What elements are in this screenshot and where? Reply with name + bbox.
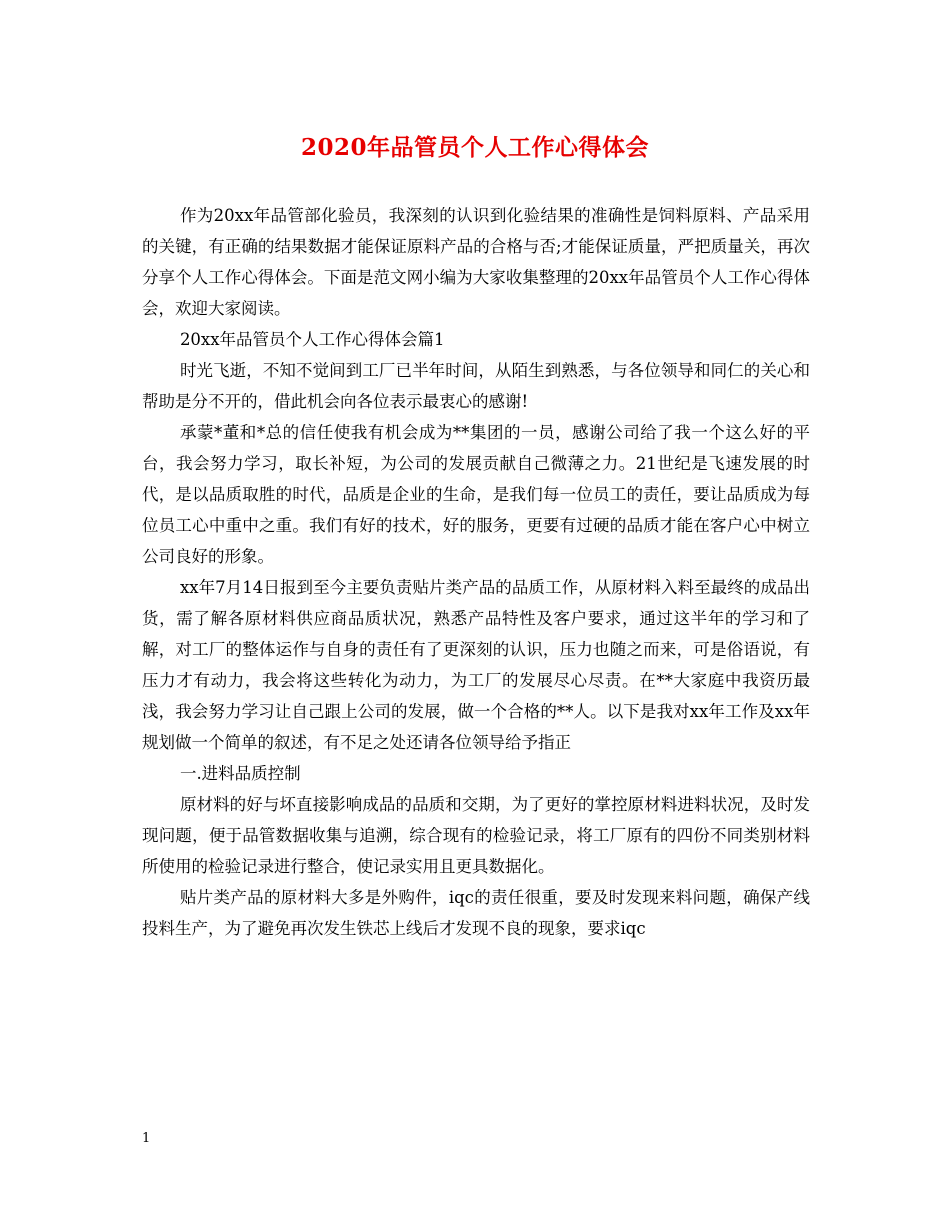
body-paragraph: 贴片类产品的原材料大多是外购件，iqc的责任很重，要及时发现来料问题，确保产线投料生产，为了避免再次发生铁芯上线后才发现不良的现象，要求iqc — [142, 888, 810, 938]
body-paragraph: 承蒙*董和*总的信任使我有机会成为**集团的一员，感谢公司给了我一个这么好的平台，我会努力学习，取长补短，为公司的发展贡献自己微薄之力。21世纪是飞速发展的时代，是以品质取胜的时代，品质是企业的生命，是我们每一位员工的责任，要让品质成为每位员工心中重中之重。我们有好的技术，好的服务，更要有过硬的品质才能在客户心中树立公司良好的形象。 — [142, 423, 810, 566]
document-title: 2020年品管员个人工作心得体会 — [300, 134, 649, 161]
body-paragraph: 原材料的好与坏直接影响成品的品质和交期，为了更好的掌控原材料进料状况，及时发现问题，便于品管数据收集与追溯，综合现有的检验记录，将工厂原有的四份不同类别材料所使用的检验记录进行整合，使记录实用且更具数据化。 — [142, 795, 810, 876]
section-heading-part-1: 20xx年品管员个人工作心得体会篇1 — [179, 330, 445, 349]
intro-paragraph: 作为20xx年品管部化验员，我深刻的认识到化验结果的准确性是饲料原料、产品采用的关键，有正确的结果数据才能保证原料产品的合格与否;才能保证质量，严把质量关，再次分享个人工作心得体会。下面是范文网小编为大家收集整理的20xx年品管员个人工作心得体会，欢迎大家阅读。 — [142, 206, 810, 318]
page-number: 1 — [142, 1131, 151, 1146]
document-body — [142, 200, 810, 944]
section-heading-incoming-quality: 一.进料品质控制 — [179, 764, 301, 783]
body-paragraph: 时光飞逝，不知不觉间到工厂已半年时间，从陌生到熟悉，与各位领导和同仁的关心和帮助是分不开的，借此机会向各位表示最衷心的感谢! — [142, 361, 810, 411]
body-paragraph: xx年7月14日报到至今主要负责贴片类产品的品质工作，从原材料入料至最终的成品出货，需了解各原材料供应商品质状况，熟悉产品特性及客户要求，通过这半年的学习和了解，对工厂的整体运作与自身的责任有了更深刻的认识，压力也随之而来，可是俗语说，有压力才有动力，我会将这些转化为动力，为工厂的发展尽心尽责。在**大家庭中我资历最浅，我会努力学习让自己跟上公司的发展，做一个合格的**人。以下是我对xx年工作及xx年规划做一个简单的叙述，有不足之处还请各位领导给予指正 — [142, 578, 810, 752]
